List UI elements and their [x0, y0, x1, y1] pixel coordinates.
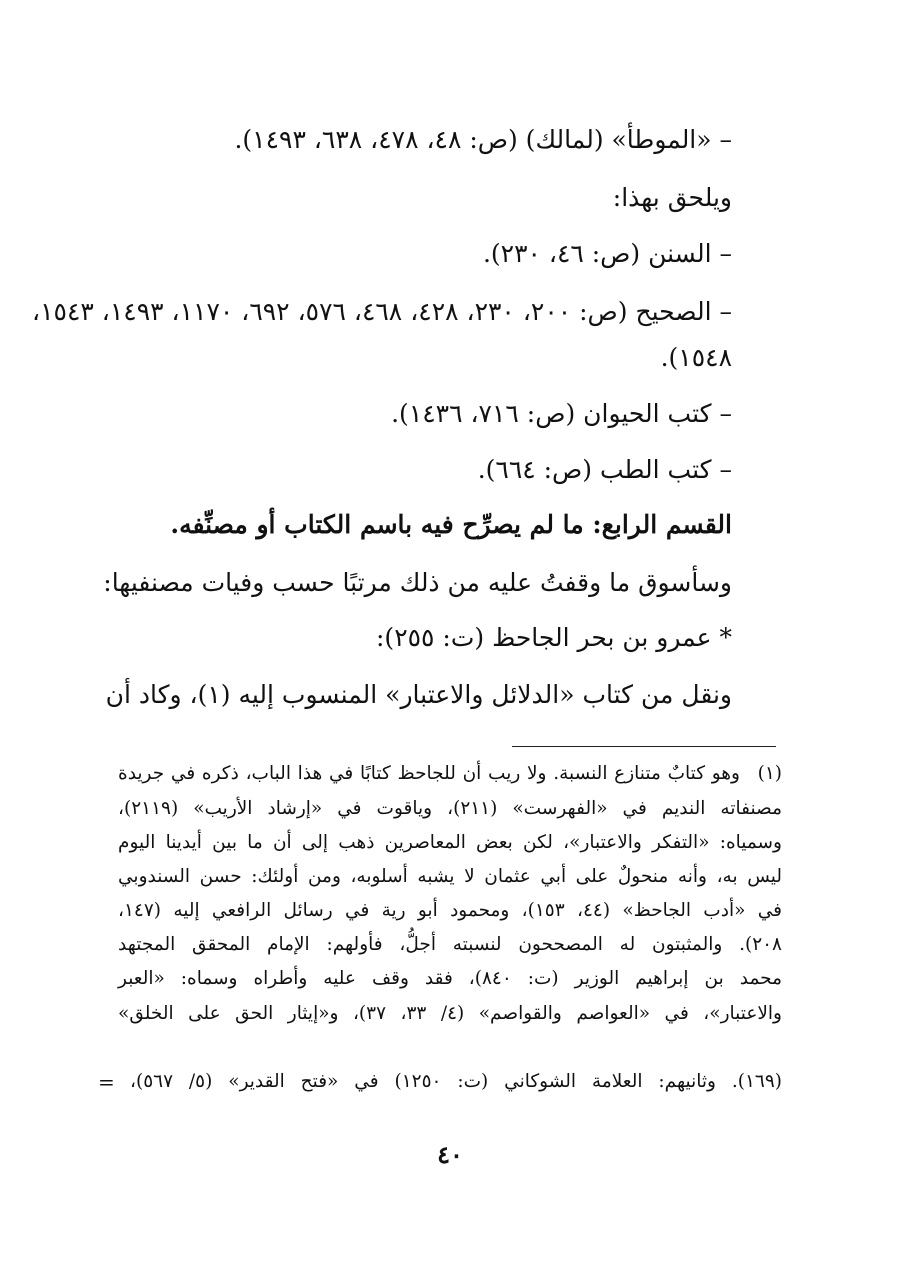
- footnote-line-3: وسمياه: «التفكر والاعتبار»، لكن بعض المعاصرين ذهب إلى أن ما بين أيدينا اليوم: [118, 832, 782, 853]
- footnote-separator: [512, 746, 776, 747]
- section-heading: القسم الرابع: ما لم يصرِّح فيه باسم الكتاب أو مصنِّفه.: [170, 510, 732, 539]
- footnote-marker: (١): [757, 763, 782, 784]
- footnote-line-7: محمد بن إبراهيم الوزير (ت: ٨٤٠)، فقد وقف عليه وأطراه وسماه: «العبر: [118, 968, 782, 989]
- footnote-line-2: مصنفاته النديم في «الفهرست» (٢١١)، وياقوت في «إرشاد الأريب» (٢١١٩)،: [118, 798, 782, 819]
- body-line-5: ١٥٤٨).: [660, 343, 732, 372]
- body-line-7: – كتب الطب (ص: ٦٦٤).: [477, 455, 732, 484]
- footnote-line-1: وهو كتابٌ متنازع النسبة. ولا ريب أن للجاحظ كتابًا في هذا الباب، ذكره في جريدة: [118, 763, 740, 784]
- footnote-line-5: في «أدب الجاحظ» (٤٤، ١٥٣)، ومحمود أبو رية في رسائل الرافعي إليه (١٤٧،: [118, 900, 782, 921]
- page-number: ٤٠: [437, 1140, 463, 1169]
- author-entry: * عمرو بن بحر الجاحظ (ت: ٢٥٥):: [376, 623, 732, 652]
- body-line-11: ونقل من كتاب «الدلائل والاعتبار» المنسوب إليه (١)، وكاد أن: [105, 680, 732, 709]
- body-line-9: وسأسوق ما وقفتُ عليه من ذلك مرتبًا حسب وفيات مصنفيها:: [103, 568, 732, 597]
- body-line-2: ويلحق بهذا:: [612, 183, 732, 212]
- body-line-1: – «الموطأ» (لمالك) (ص: ٤٨، ٤٧٨، ٦٣٨، ١٤٩٣).: [234, 125, 732, 154]
- continuation-mark: =: [98, 1070, 115, 1094]
- footnote-line-4: ليس به، وأنه منحولٌ على أبي عثمان لا يشبه أسلوبه، ومن أولئك: حسن السندوبي: [118, 866, 782, 887]
- body-line-3: – السنن (ص: ٤٦، ٢٣٠).: [482, 239, 732, 268]
- body-line-6: – كتب الحيوان (ص: ٧١٦، ١٤٣٦).: [391, 399, 732, 428]
- footnote-line-8: والاعتبار»، في «العواصم والقواصم» (٤/ ٣٣، ٣٧)، و«إيثار الحق على الخلق»: [118, 1003, 782, 1024]
- footnote-line-6: ٢٠٨). والمثبتون له المصححون لنسبته أجلُّ، فأولهم: الإمام المحقق المجتهد: [118, 934, 782, 955]
- footnote-line-9: (١٦٩). وثانيهم: العلامة الشوكاني (ت: ١٢٥٠) في «فتح القدير» (٥/ ٥٦٧)،: [130, 1071, 782, 1092]
- body-line-4: – الصحيح (ص: ٢٠٠، ٢٣٠، ٤٢٨، ٤٦٨، ٥٧٦، ٦٩٢، ١١٧٠، ١٤٩٣، ١٥٤٣،: [32, 297, 732, 326]
